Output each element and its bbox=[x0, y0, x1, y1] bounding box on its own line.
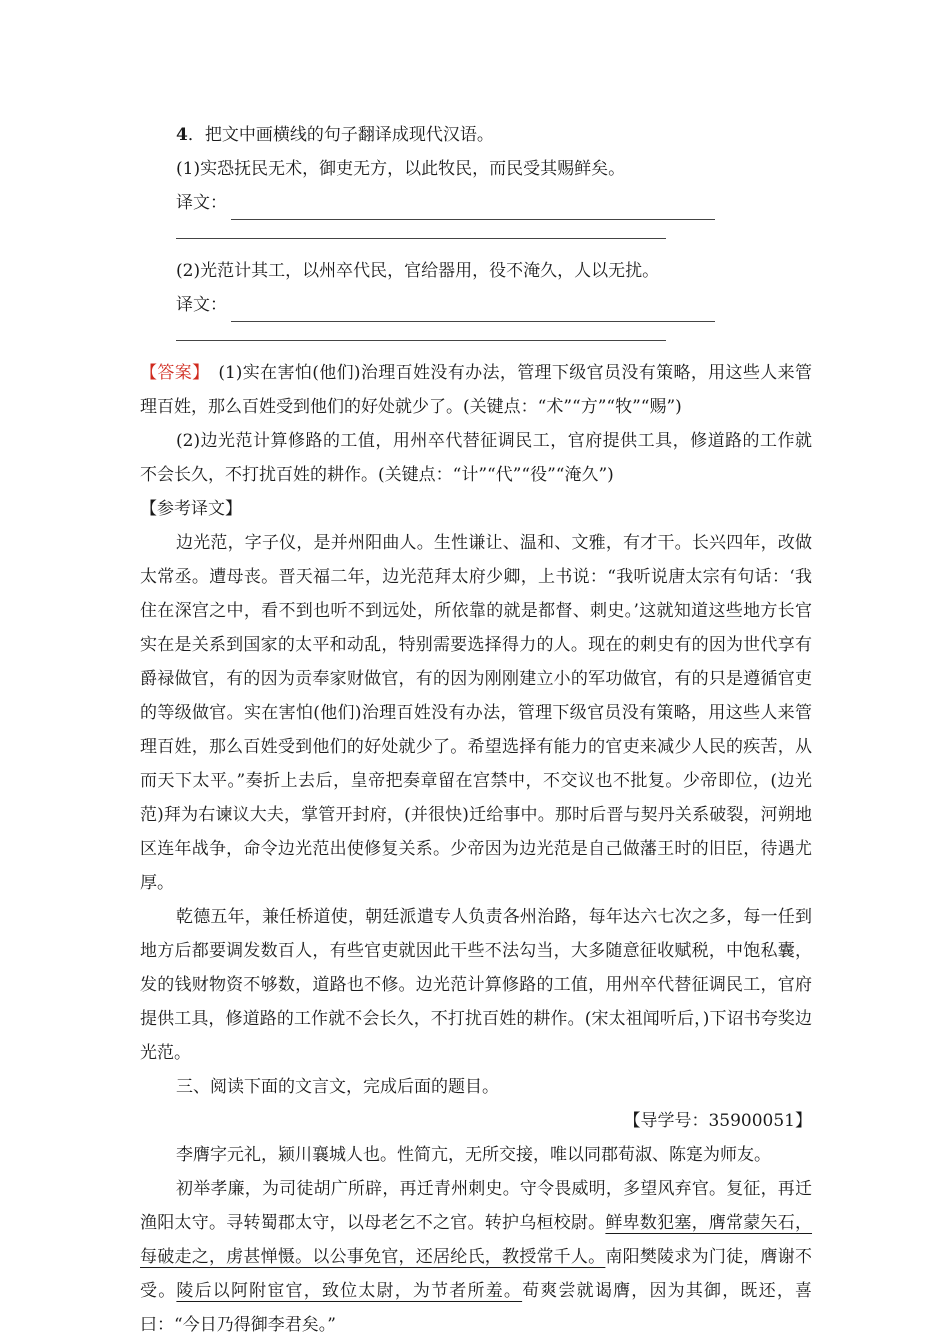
passage-text: 初举孝廉，为司徒胡广所辟，再迁青州刺史。守令畏威明，多望风弃官。复征，再迁渔阳太守。寻转蜀郡太守，以母老乞不之官。转护乌桓校尉。 bbox=[140, 1179, 812, 1233]
translation-label: 译文： bbox=[176, 295, 227, 315]
reference-paragraph-1: 边光范，字子仪，是并州阳曲人。生性谦让、温和、文雅，有才干。长兴四年，改做太常丞。遭母丧。晋天福二年，边光范拜太府少卿，上书说：“我听说唐太宗有句话：‘我住在深宫之中，看不到也听不到远处，所依靠的就是都督、刺史。’这就知道这些地方长官实在是关系到国家的太平和动乱，特别需要选择得力的人。现在的刺史有的因为世代享有爵禄做官，有的因为贡奉家财做官，有的因为刚刚建立小的军功做官，有的只是遵循官吏的等级做官。实在害怕(他们)治理百姓没有办法，管理下级官员没有策略，用这些人来管理百姓，那么百姓受到他们的好处就少了。希望选择有能力的官吏来减少人民的疾苦，从而天下太平。”奏折上去后，皇帝把奏章留在宫禁中，不交议也不批复。少帝即位，(边光范)拜为右谏议大夫，掌管开封府，(并很快)迁给事中。那时后晋与契丹关系破裂，河朔地区连年战争，命令边光范出使修复关系。少帝因为边光范是自己做藩王时的旧臣，待遇尤厚。 bbox=[140, 533, 812, 893]
answer-2: (2)边光范计算修路的工值，用州卒代替征调民工，官府提供工具，修道路的工作就不会长久，不打扰百姓的耕作。(关键点：“计”“代”“役”“淹久”) bbox=[140, 431, 812, 485]
translation-row-1 bbox=[140, 186, 812, 220]
section-3-heading: 三、阅读下面的文言文，完成后面的题目。 bbox=[176, 1077, 499, 1097]
translation-blank-2b[interactable] bbox=[140, 322, 812, 356]
underlined-sentence-1: 鲜卑数犯塞，膺常蒙矢石，每破走之，虏甚惮慑。以公事免官，还居纶氏，教授常千人。 bbox=[140, 1213, 813, 1267]
passage-paragraph-1: 李膺字元礼，颍川襄城人也。性简亢，无所交接，唯以同郡荀淑、陈寔为师友。 bbox=[176, 1145, 771, 1165]
answer-1 bbox=[140, 356, 812, 424]
translation-row-2 bbox=[140, 288, 812, 322]
passage-paragraph-2 bbox=[140, 1172, 812, 1342]
answer-tag: 【答案】 bbox=[140, 363, 201, 383]
reference-heading: 【参考译文】 bbox=[140, 499, 242, 519]
answer-1-text: (1)实在害怕(他们)治理百姓没有办法，管理下级官员没有策略，用这些人来管理百姓，那么百姓受到他们的好处就少了。(关键点：“术”“方”“牧”“赐”) bbox=[140, 363, 813, 417]
translation-label: 译文： bbox=[176, 193, 227, 213]
reference-paragraph-2: 乾德五年，兼任桥道使，朝廷派遣专人负责各州治路，每年达六七次之多，每一任到地方后都要调发数百人，有些官吏就因此干些不法勾当，大多随意征收赋税，中饱私囊，发的钱财物资不够数，道路也不修。边光范计算修路的工值，用州卒代替征调民工，官府提供工具，修道路的工作就不会长久，不打扰百姓的耕作。(宋太祖闻听后，)下诏书夸奖边光范。 bbox=[140, 907, 812, 1063]
passage-text: 荀爽尝就谒膺，因为其御，既还，喜曰：“今日乃得御李君矣。” bbox=[140, 1281, 813, 1335]
translation-blank-2a[interactable] bbox=[231, 301, 715, 322]
sentence-1: (1)实恐抚民无术，御吏无方，以此牧民，而民受其赐鲜矣。 bbox=[176, 159, 626, 179]
underlined-sentence-2: 陵后以阿附宦官，致位太尉，为节者所羞。 bbox=[176, 1281, 523, 1301]
translation-blank-1a[interactable] bbox=[231, 199, 715, 220]
translation-blank-1b[interactable] bbox=[140, 220, 812, 254]
question-number: 4 bbox=[176, 125, 188, 145]
sentence-2: (2)光范计其工，以州卒代民，官给器用，役不淹久，人以无扰。 bbox=[176, 261, 660, 281]
passage-text: 南阳樊陵求为门徒，膺谢不受。 bbox=[140, 1247, 813, 1301]
question-4-prompt bbox=[140, 118, 812, 152]
document-page bbox=[140, 118, 812, 1342]
question-text: ．把文中画横线的句子翻译成现代汉语。 bbox=[187, 125, 494, 145]
guide-number: 【导学号：35900051】 bbox=[623, 1111, 812, 1131]
